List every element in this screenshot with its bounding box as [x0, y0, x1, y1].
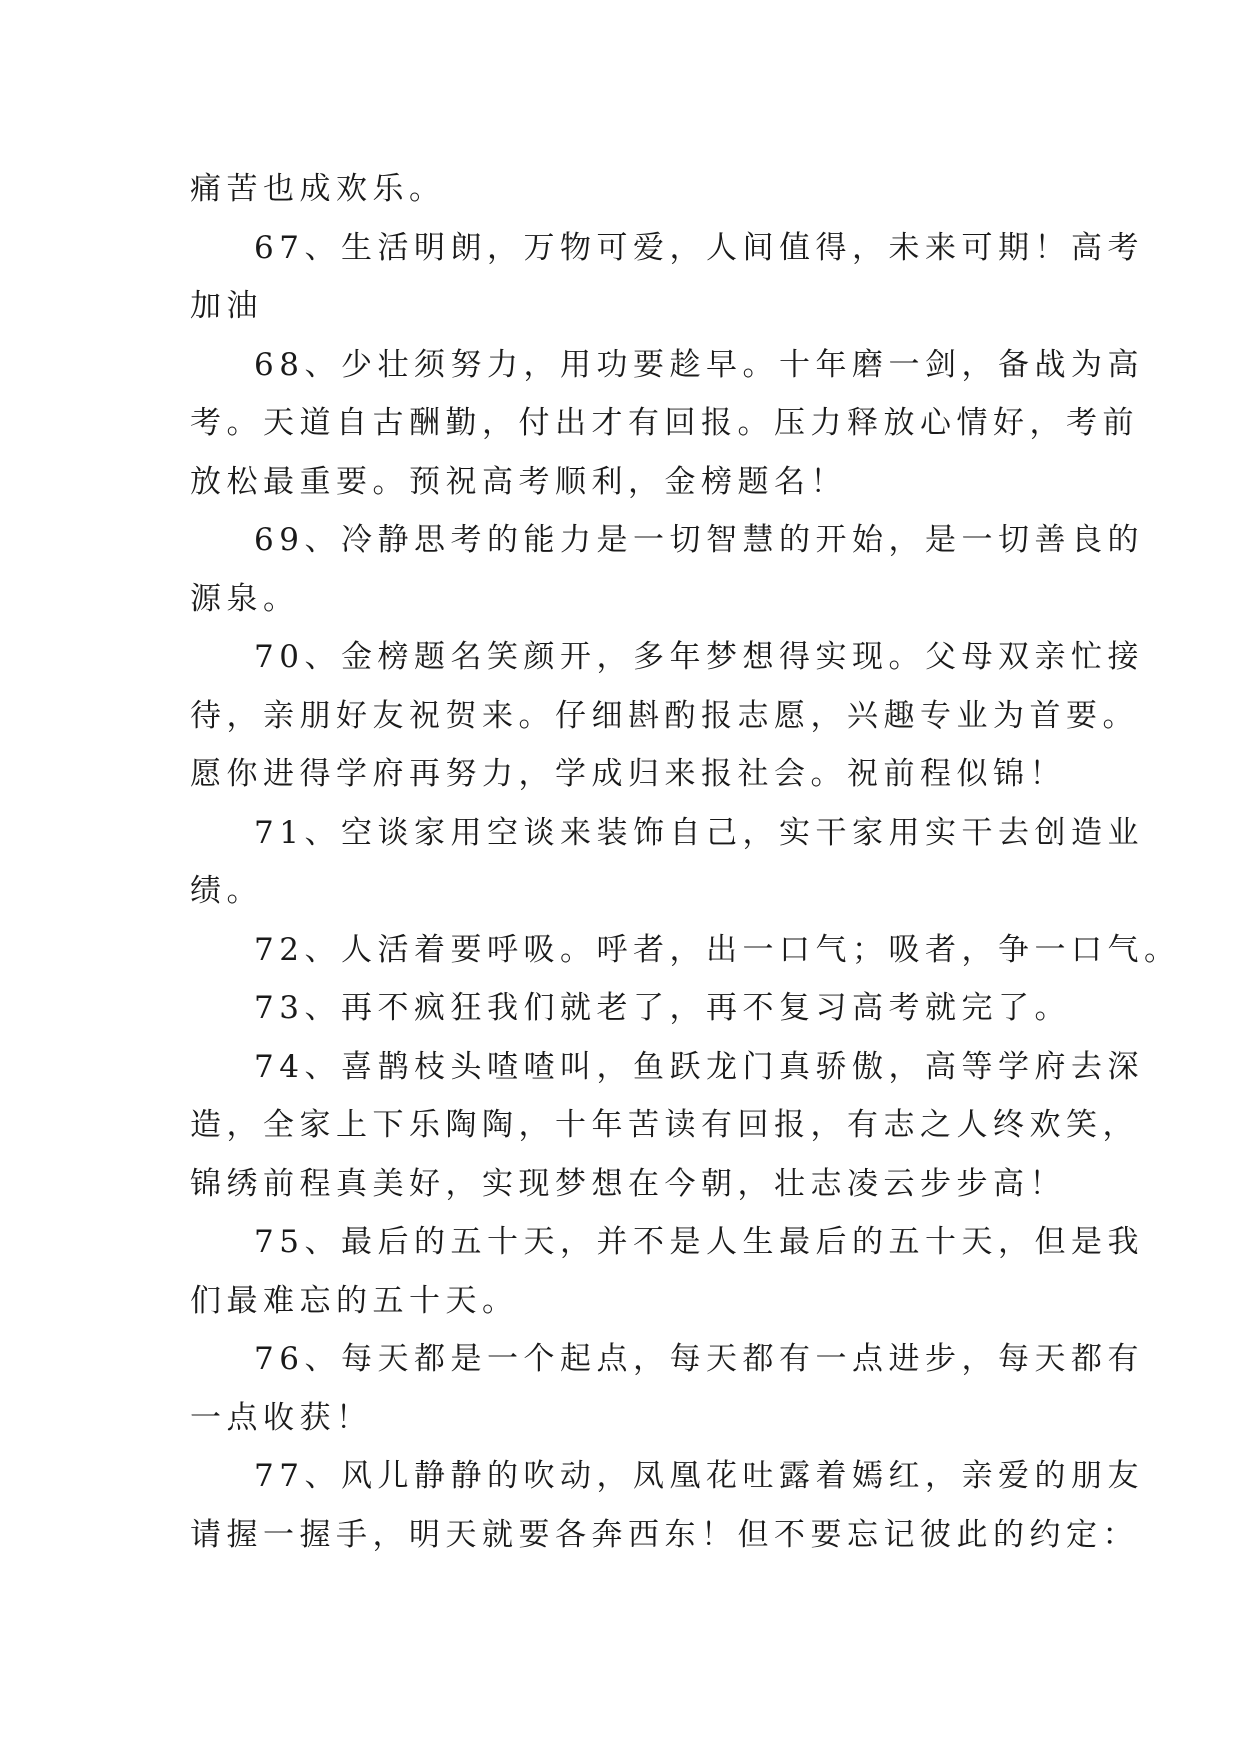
text-line: 源泉。: [190, 580, 300, 617]
text-line: 加油: [190, 288, 263, 324]
text-line: 73、再不疯狂我们就老了，再不复习高考就完了。: [254, 990, 1071, 1026]
text-line: 72、人活着要呼吸。呼者，出一口气；吸者，争一口气。: [254, 931, 1181, 968]
paragraph: [190, 336, 1144, 512]
text-line: 70、金榜题名笑颜开，多年梦想得实现。父母双亲忙接: [254, 639, 1144, 675]
text-line: 67、生活明朗，万物可爱，人间值得，未来可期！高考: [254, 229, 1144, 266]
text-line: 69、冷静思考的能力是一切智慧的开始，是一切善良的: [254, 522, 1144, 558]
paragraph: [190, 1213, 1144, 1330]
text-line: 绩。: [190, 873, 263, 909]
text-line: 77、风儿静静的吹动，凤凰花吐露着嫣红，亲爱的朋友: [254, 1458, 1144, 1494]
paragraph: [190, 1038, 1144, 1214]
document-body: [190, 160, 1181, 1564]
text-line: 一点收获！: [190, 1399, 373, 1436]
paragraph: [190, 804, 1144, 921]
paragraph: [190, 1330, 1144, 1447]
paragraph: [190, 511, 1144, 628]
text-line: 们最难忘的五十天。: [190, 1282, 519, 1319]
text-line: 待，亲朋好友祝贺来。仔细斟酌报志愿，兴趣专业为首要。: [190, 697, 1139, 734]
text-line: 74、喜鹊枝头喳喳叫，鱼跃龙门真骄傲，高等学府去深: [254, 1048, 1144, 1085]
text-line: 请握一握手，明天就要各奔西东！但不要忘记彼此的约定：: [190, 1516, 1139, 1553]
text-line: 68、少壮须努力，用功要趁早。十年磨一剑，备战为高: [254, 346, 1144, 383]
text-line: 痛苦也成欢乐。: [190, 171, 446, 207]
paragraph: [190, 1447, 1144, 1564]
text-line: 放松最重要。预祝高考顺利，金榜题名！: [190, 463, 847, 500]
text-line: 造，全家上下乐陶陶，十年苦读有回报，有志之人终欢笑，: [190, 1107, 1139, 1143]
paragraph: [190, 160, 1070, 219]
paragraph: [190, 979, 1070, 1038]
paragraph: [190, 921, 1181, 980]
paragraph: [190, 628, 1144, 804]
text-line: 75、最后的五十天，并不是人生最后的五十天，但是我: [254, 1224, 1144, 1260]
paragraph: [190, 219, 1144, 336]
text-line: 考。天道自古酬勤，付出才有回报。压力释放心情好，考前: [190, 405, 1139, 441]
text-line: 71、空谈家用空谈来装饰自己，实干家用实干去创造业: [254, 814, 1144, 851]
text-line: 锦绣前程真美好，实现梦想在今朝，壮志凌云步步高！: [190, 1165, 1066, 1202]
text-line: 76、每天都是一个起点，每天都有一点进步，每天都有: [254, 1341, 1144, 1377]
text-line: 愿你进得学府再努力，学成归来报社会。祝前程似锦！: [190, 756, 1066, 792]
